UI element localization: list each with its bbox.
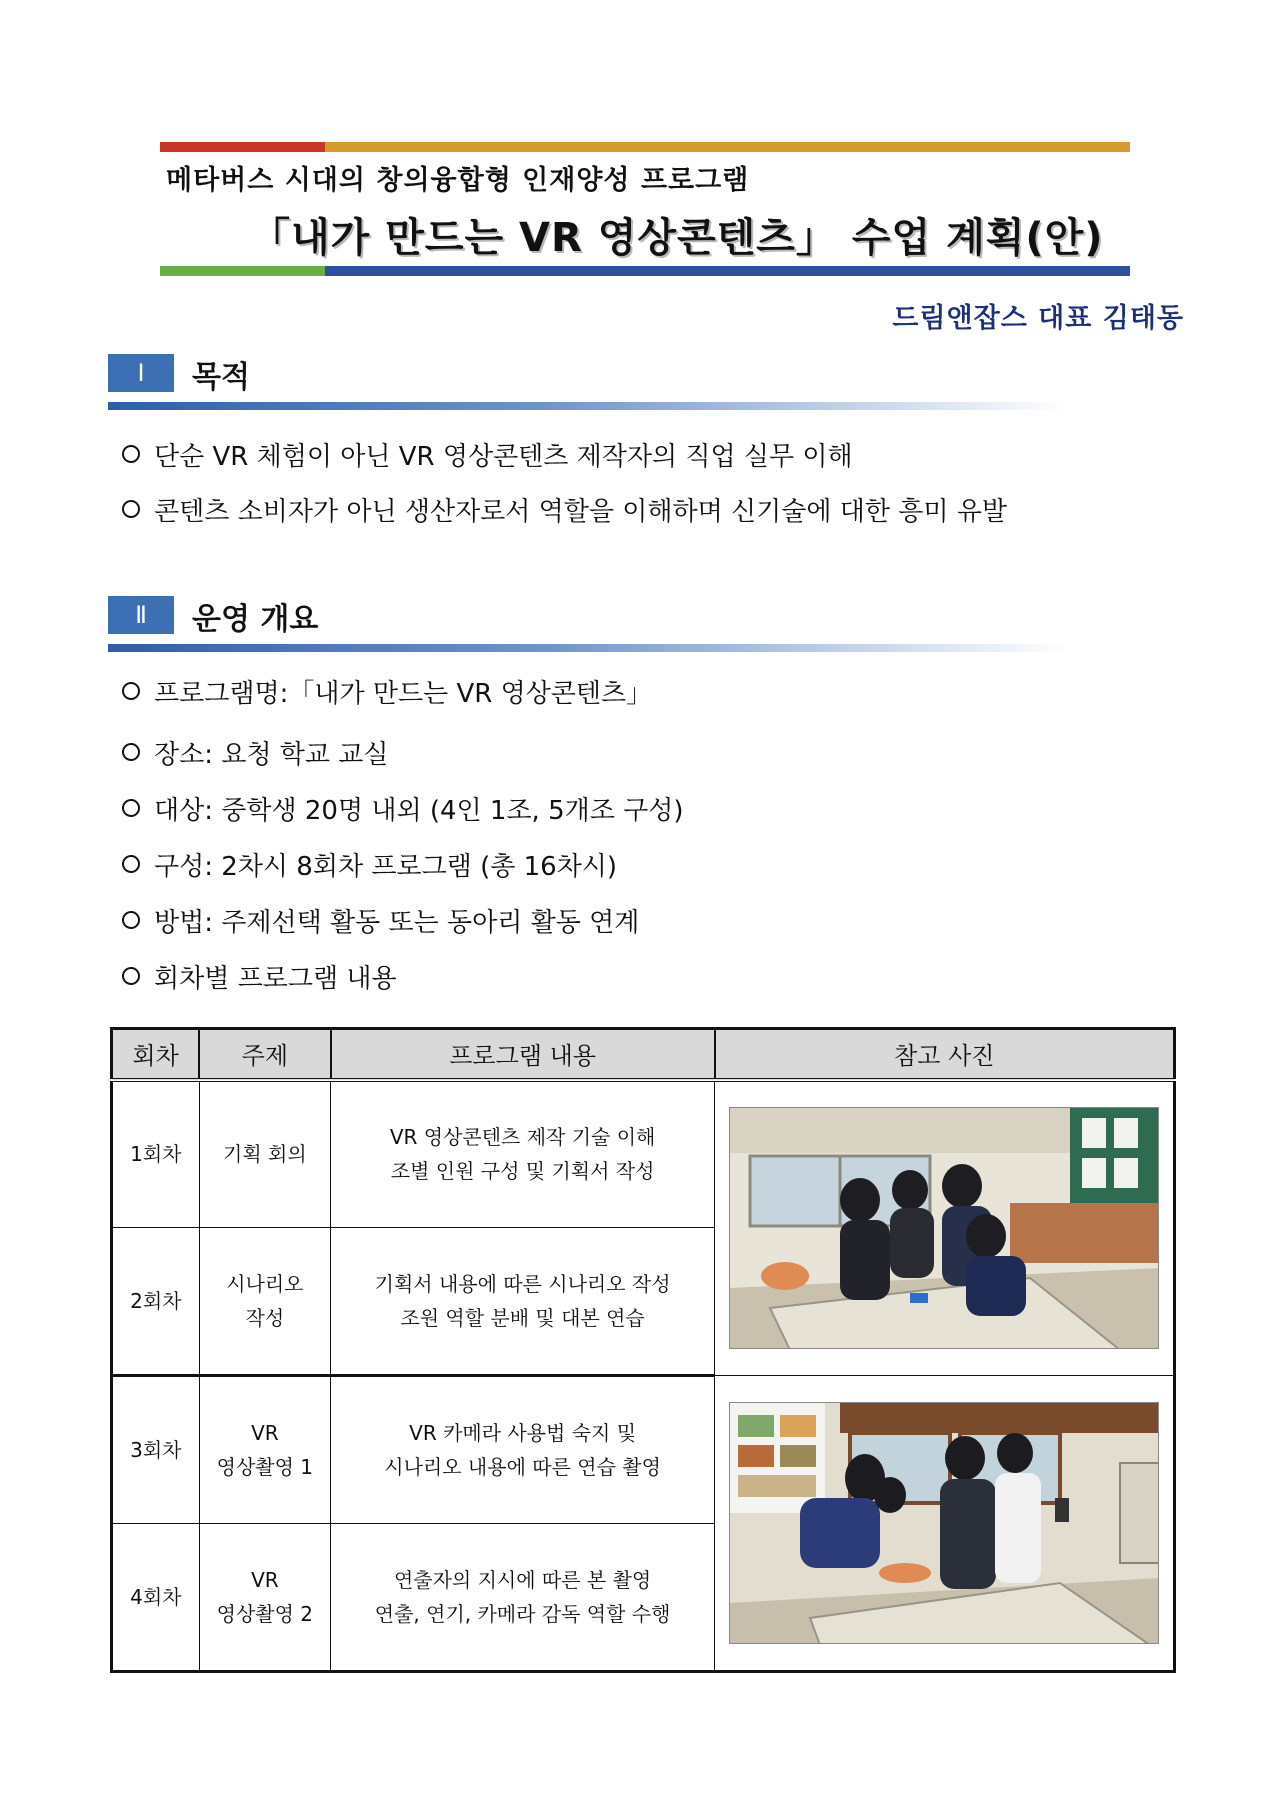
list-item: 방법: 주제선택 활동 또는 동아리 활동 연계 xyxy=(122,902,639,939)
list-item: 단순 VR 체험이 아닌 VR 영상콘텐츠 제작자의 직업 실무 이해 xyxy=(122,436,853,473)
content-cell: 연출자의 지시에 따른 본 촬영 연출, 연기, 카메라 감독 역할 수행 xyxy=(331,1524,715,1672)
section-title: 목적 xyxy=(192,360,250,395)
header-content: 프로그램 내용 xyxy=(331,1029,715,1080)
table-row xyxy=(112,1080,1175,1228)
session-cell: 2회차 xyxy=(112,1228,200,1376)
section-rule xyxy=(108,644,1068,652)
circle-bullet-icon xyxy=(122,799,140,817)
header-top-bar xyxy=(160,142,1130,152)
section-title: 운영 개요 xyxy=(192,602,319,637)
header-bar-red xyxy=(160,142,325,152)
classroom-photo-2-image xyxy=(730,1403,1159,1644)
session-cell: 1회차 xyxy=(112,1080,200,1228)
header-bottom-bar xyxy=(160,266,1130,276)
section-header-purpose xyxy=(108,354,1068,414)
circle-bullet-icon xyxy=(122,743,140,761)
classroom-photo-1 xyxy=(729,1107,1159,1349)
circle-bullet-icon xyxy=(122,967,140,985)
author-line: 드림앤잡스 대표 김태동 xyxy=(892,303,1184,334)
classroom-photo-1-image xyxy=(730,1108,1159,1349)
list-item: 회차별 프로그램 내용 xyxy=(122,958,397,995)
list-item: 대상: 중학생 20명 내외 (4인 1조, 5개조 구성) xyxy=(122,790,684,827)
circle-bullet-icon xyxy=(122,855,140,873)
header-bar-blue xyxy=(325,266,1130,276)
section-number: Ⅱ xyxy=(108,596,174,634)
header-session: 회차 xyxy=(112,1029,200,1080)
session-cell: 3회차 xyxy=(112,1376,200,1524)
header-photo: 참고 사진 xyxy=(715,1029,1175,1080)
list-item: 구성: 2차시 8회차 프로그램 (총 16차시) xyxy=(122,846,617,883)
section-header-overview xyxy=(108,596,1068,656)
header-bar-orange xyxy=(325,142,1130,152)
circle-bullet-icon xyxy=(122,911,140,929)
content-cell: 기획서 내용에 따른 시나리오 작성 조원 역할 분배 및 대본 연습 xyxy=(331,1228,715,1376)
table-header-row xyxy=(112,1029,1175,1080)
classroom-photo-2 xyxy=(729,1402,1159,1644)
topic-cell: 시나리오 작성 xyxy=(199,1228,330,1376)
topic-cell: VR 영상촬영 2 xyxy=(199,1524,330,1672)
session-cell: 4회차 xyxy=(112,1524,200,1672)
circle-bullet-icon xyxy=(122,682,140,700)
list-item: 프로그램명:「내가 만드는 VR 영상콘텐츠」 xyxy=(122,673,652,710)
program-table xyxy=(110,1027,1176,1673)
table-row xyxy=(112,1376,1175,1524)
section-rule xyxy=(108,402,1068,410)
circle-bullet-icon xyxy=(122,500,140,518)
document-title: 「내가 만드는 VR 영상콘텐츠」 수업 계획(안) xyxy=(250,215,1104,261)
reference-photo-cell xyxy=(715,1080,1175,1376)
section-number: Ⅰ xyxy=(108,354,174,392)
reference-photo-cell xyxy=(715,1376,1175,1672)
header-topic: 주제 xyxy=(199,1029,330,1080)
content-cell: VR 영상콘텐츠 제작 기술 이해 조별 인원 구성 및 기획서 작성 xyxy=(331,1080,715,1228)
document-subtitle: 메타버스 시대의 창의융합형 인재양성 프로그램 xyxy=(166,165,750,196)
header-bar-green xyxy=(160,266,325,276)
circle-bullet-icon xyxy=(122,445,140,463)
list-item: 장소: 요청 학교 교실 xyxy=(122,734,388,771)
topic-cell: 기획 회의 xyxy=(199,1080,330,1228)
content-cell: VR 카메라 사용법 숙지 및 시나리오 내용에 따른 연습 촬영 xyxy=(331,1376,715,1524)
topic-cell: VR 영상촬영 1 xyxy=(199,1376,330,1524)
list-item: 콘텐츠 소비자가 아닌 생산자로서 역할을 이해하며 신기술에 대한 흥미 유발 xyxy=(122,491,1007,528)
